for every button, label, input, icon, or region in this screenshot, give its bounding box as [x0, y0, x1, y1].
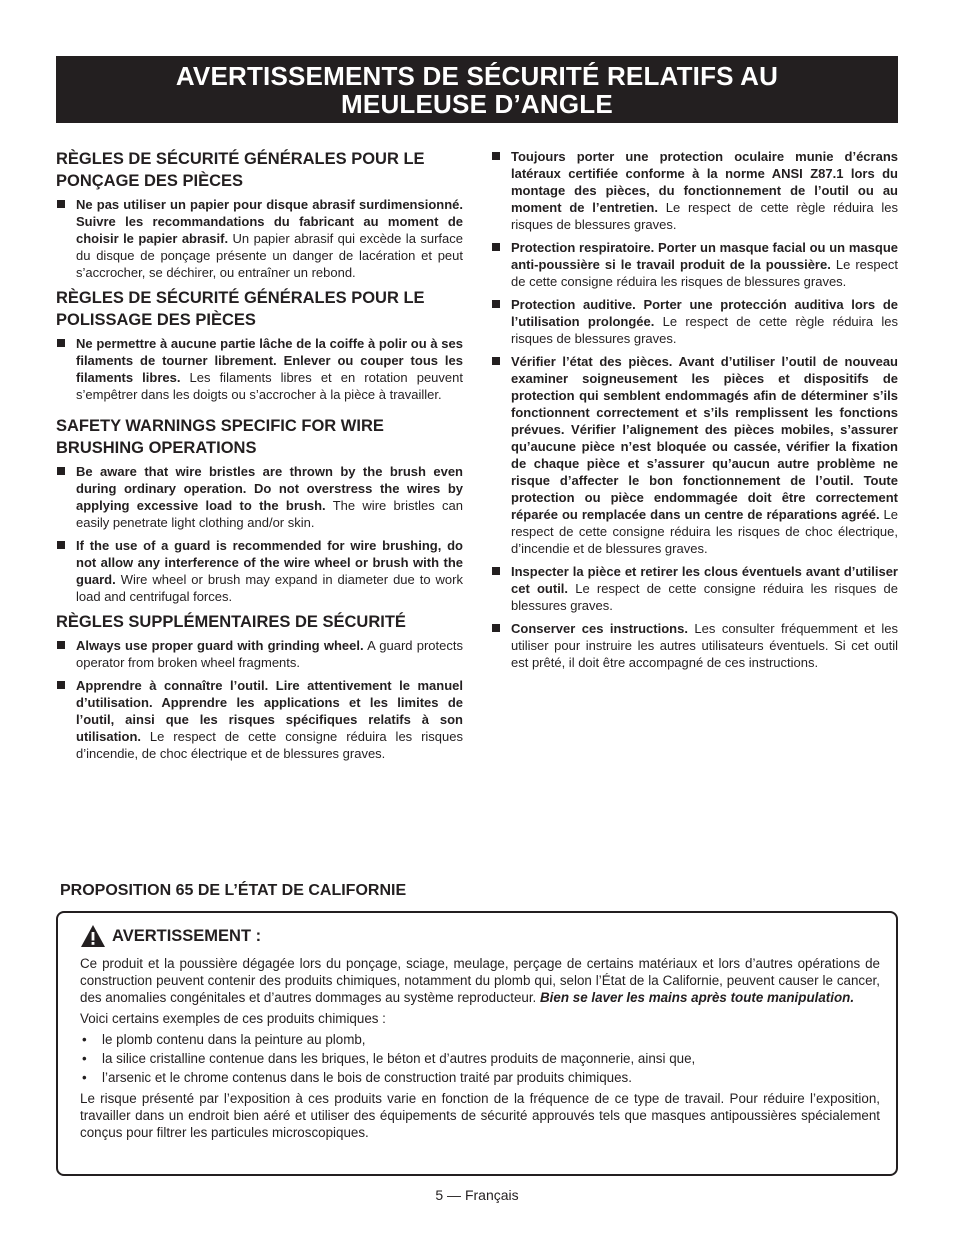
list-item: • l’arsenic et le chrome contenus dans le bois de construction traité par produits chimiques.	[82, 1070, 632, 1085]
warning-box	[56, 911, 898, 1176]
rules-list-polissage	[56, 335, 463, 403]
rules-list-supplementaires	[56, 637, 463, 762]
right-column	[491, 148, 898, 677]
square-bullet-icon	[57, 200, 65, 208]
list-item: • le plomb contenu dans la peinture au plomb,	[82, 1032, 366, 1047]
banner-line-1: AVERTISSEMENTS DE SÉCURITÉ RELATIFS AU	[175, 61, 779, 91]
rule-item: Protection auditive. Porter une protección auditiva lors de l’utilisation prolongée. Le respect de cette règle réduira les risques de blessures graves.	[491, 296, 898, 347]
left-column	[56, 148, 463, 768]
warning-paragraph: Voici certains exemples de ces produits chimiques :	[80, 1011, 386, 1026]
rule-item: Protection respiratoire. Porter un masque facial ou un masque anti-poussière si le travail produit de la poussière. Le respect de cette consigne réduira les risques de blessures graves.	[491, 239, 898, 290]
section-heading-polissage: RÈGLES DE SÉCURITÉ GÉNÉRALES POUR LE POLISSAGE DES PIÈCES	[56, 289, 425, 329]
rule-item: Ne pas utiliser un papier pour disque abrasif surdimensionné. Suivre les recommandations du fabricant au moment de choisir le papier abrasif. Un papier abrasif qui excède la surface du disque de ponçage présente un danger de lacération et peut s’accrocher, se déchirer, ou entraîner un rebond.	[56, 196, 463, 281]
square-bullet-icon	[57, 541, 65, 549]
page-banner	[56, 56, 898, 123]
rule-item: If the use of a guard is recommended for wire brushing, do not allow any interference of the wire wheel or brush with the guard. Wire wheel or brush may expand in diameter due to work load and centrifugal forces.	[56, 537, 463, 605]
page-footer: 5 — Français	[435, 1187, 519, 1203]
bullet-dot-icon: •	[82, 1070, 87, 1085]
rule-item: Ne permettre à aucune partie lâche de la coiffe à polir ou à ses filaments de tourner librement. Enlever ou couper tous les filaments libres. Les filaments libres et en rotation peuvent s’empêtrer dans les doigts ou s’accrocher à la pièce à travailler.	[56, 335, 463, 403]
warning-paragraph: Ce produit et la poussière dégagée lors du ponçage, sciage, meulage, perçage de certains matériaux et lors d’autres opérations de construction peuvent contenir des produits chimiques, notamment du plomb qui, selon l’État de la Californie, peuvent causer le cancer, des anomalies congénitales et d’autres dommages au système reproducteur. Bien se laver les mains après toute manipulation.	[80, 956, 880, 1005]
section-heading-poncage: RÈGLES DE SÉCURITÉ GÉNÉRALES POUR LE PONÇAGE DES PIÈCES	[56, 150, 425, 190]
rule-item: Apprendre à connaître l’outil. Lire attentivement le manuel d’utilisation. Apprendre les applications et les limites de l’outil, ainsi que les risques spécifiques relatifs à son utilisation. Le respect de cette consigne réduira les risques d’incendie, de choc électrique et de blessures graves.	[56, 677, 463, 762]
section-heading-supplementaires: RÈGLES SUPPLÉMENTAIRES DE SÉCURITÉ	[56, 613, 406, 631]
warning-triangle-icon	[80, 924, 106, 948]
rule-item: Vérifier l’état des pièces. Avant d’utiliser l’outil de nouveau examiner soigneusement les pièces et dispositifs de protection qui semblent endommagés afin de déterminer s’ils fonctionnent correctement et s’ils remplissent les fonctions prévues. Vérifier l’alignement des pièces mobiles, s’assurer qu’aucune pièce n’est bloquée ou cassée, vérifier la fixation de chaque pièce et s’assurer qu’aucun autre problème ne risque d’affecter le bon fonctionnement de l’outil. Toute protection ou pièce endommagée doit être correctement réparée ou remplacée dans un centre de réparations agréé. Le respect de cette consigne réduira les risques de choc électrique, d’incendie et de blessures graves.	[491, 353, 898, 557]
rules-list-poncage	[56, 196, 463, 281]
square-bullet-icon	[57, 339, 65, 347]
list-item: • la silice cristalline contenue dans les briques, le béton et d’autres produits de maçonnerie, ainsi que,	[82, 1051, 696, 1066]
warning-paragraph: Le risque présenté par l’exposition à ces produits varie en fonction de la fréquence de ce type de travail. Pour réduire l’exposition, travailler dans un endroit bien aéré et utiliser des équipements de sécurité approuvés tels que masques antipoussières spécialement conçus pour filtrer les particules microscopiques.	[80, 1091, 880, 1140]
square-bullet-icon	[57, 641, 65, 649]
warning-emphasis: Bien se laver les mains après toute manipulation.	[540, 990, 855, 1005]
square-bullet-icon	[492, 243, 500, 251]
square-bullet-icon	[57, 467, 65, 475]
rule-item: Conserver ces instructions. Les consulter fréquemment et les utiliser pour instruire les autres utilisateurs éventuels. Si cet outil est prêté, il doit être accompagné de ces instructions.	[491, 620, 898, 671]
bullet-dot-icon: •	[82, 1051, 87, 1066]
proposition-65-heading: PROPOSITION 65 DE L’ÉTAT DE CALIFORNIE	[60, 882, 407, 899]
square-bullet-icon	[57, 681, 65, 689]
rules-list-wire-brushing	[56, 463, 463, 605]
chemical-examples-list	[80, 1031, 880, 1086]
square-bullet-icon	[492, 624, 500, 632]
rules-list-right	[491, 148, 898, 671]
warning-title: AVERTISSEMENT :	[112, 926, 262, 945]
section-heading-wire-brushing: SAFETY WARNINGS SPECIFIC FOR WIRE BRUSHING OPERATIONS	[56, 417, 384, 457]
square-bullet-icon	[492, 567, 500, 575]
rule-item: Always use proper guard with grinding wheel. A guard protects operator from broken wheel fragments.	[56, 637, 463, 671]
warning-header	[80, 923, 880, 949]
square-bullet-icon	[492, 357, 500, 365]
square-bullet-icon	[492, 152, 500, 160]
rule-item: Be aware that wire bristles are thrown by the brush even during ordinary operation. Do not overstress the wires by applying excessive load to the brush. The wire bristles can easily penetrate light clothing and/or skin.	[56, 463, 463, 531]
rule-item: Inspecter la pièce et retirer les clous éventuels avant d’utiliser cet outil. Le respect de cette consigne réduira les risques de blessures graves.	[491, 563, 898, 614]
banner-line-2: MEULEUSE D’ANGLE	[341, 89, 613, 119]
warning-body	[80, 955, 880, 1141]
bullet-dot-icon: •	[82, 1032, 87, 1047]
square-bullet-icon	[492, 300, 500, 308]
rule-item: Toujours porter une protection oculaire munie d’écrans latéraux certifiée conforme à la norme ANSI Z87.1 lors du montage des pièces, du fonctionnement de l’outil ou au moment de l’entretien. Le respect de cette règle réduira les risques de blessures graves.	[491, 148, 898, 233]
